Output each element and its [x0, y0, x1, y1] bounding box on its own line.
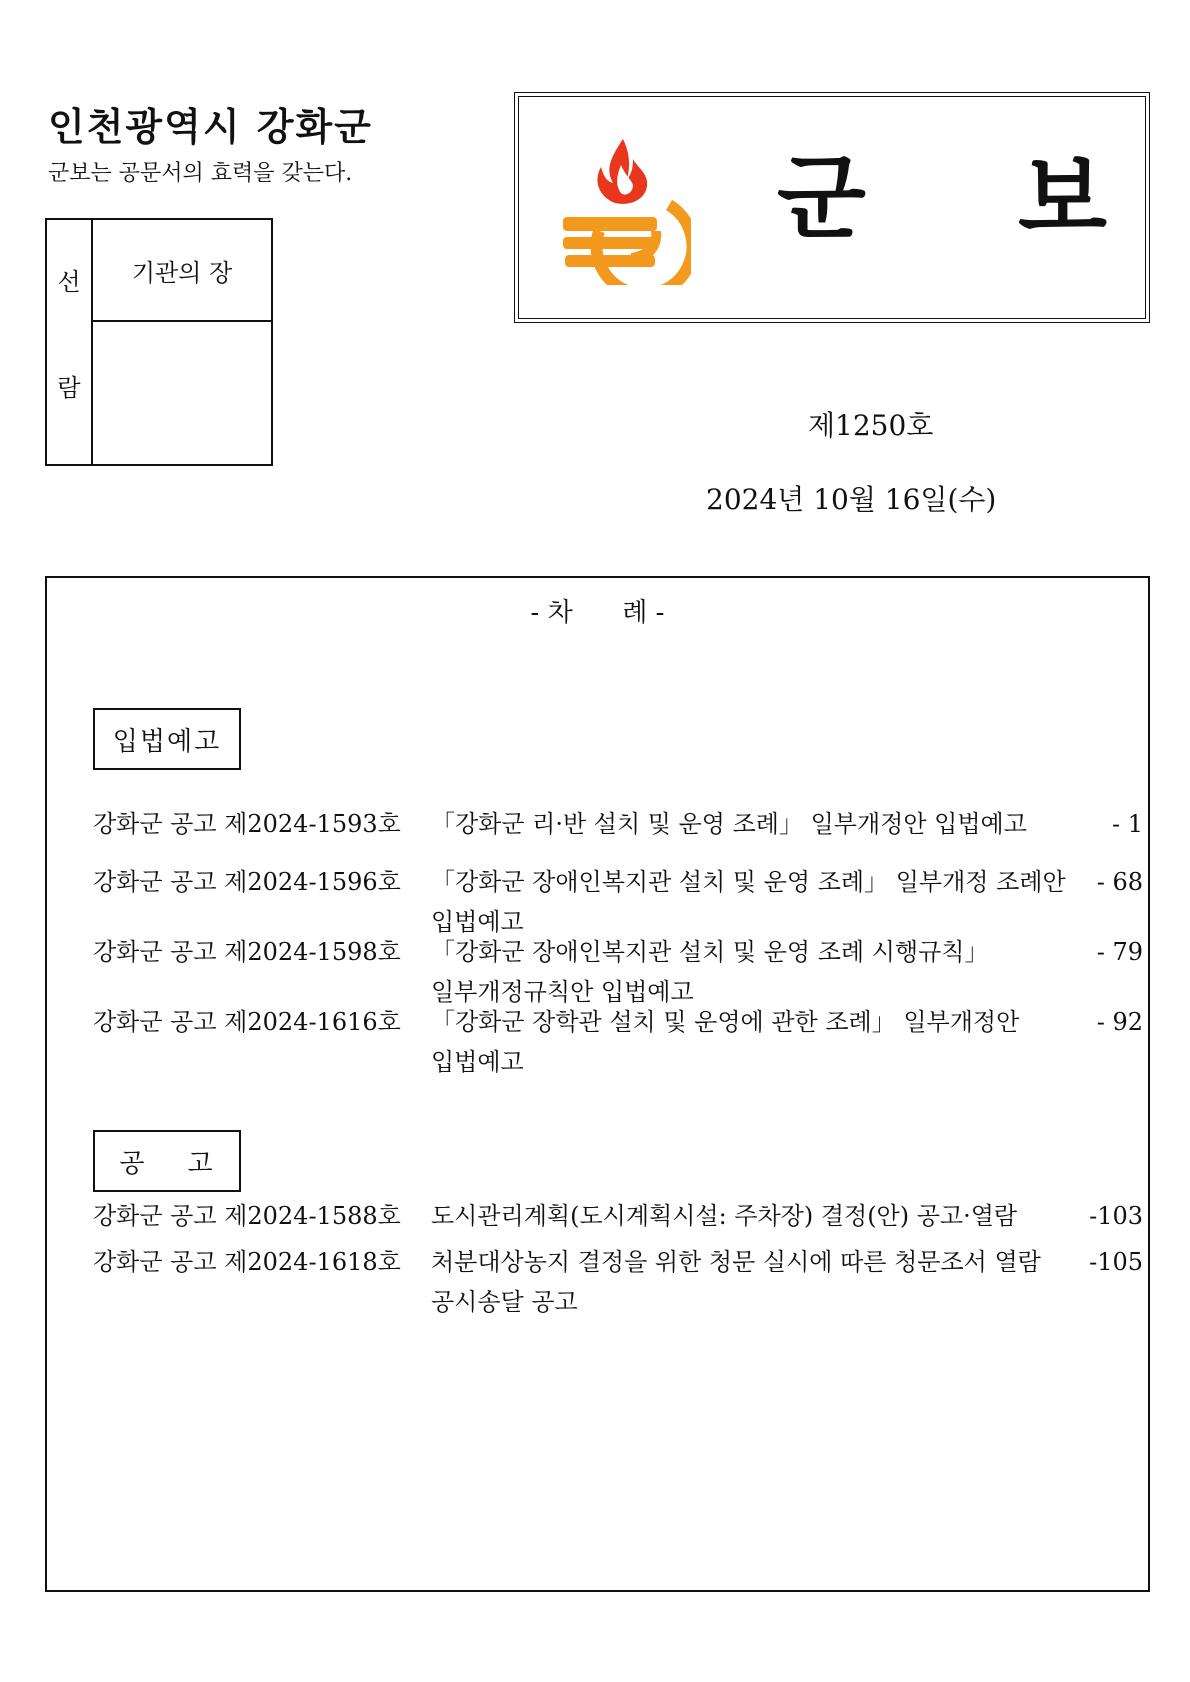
approval-side-char: 람: [57, 374, 81, 402]
section-label-announcement: 공 고: [93, 1130, 241, 1192]
emblem-band: [563, 217, 657, 231]
notice-number: 강화군 공고 제2024-1616호: [93, 1008, 401, 1036]
notice-number: 강화군 공고 제2024-1596호: [93, 868, 401, 896]
masthead: [514, 92, 1150, 323]
bulletin-subtitle: 군보는 공문서의 효력을 갖는다.: [48, 161, 353, 186]
toc-heading: - 차 례 -: [530, 598, 665, 628]
page-number: - 68: [1096, 868, 1143, 896]
notice-title: 「강화군 장학관 설치 및 운영에 관한 조례」 일부개정안 입법예고: [431, 1008, 1020, 1076]
masthead-title: [777, 145, 1107, 252]
approval-header: 기관의 장: [93, 220, 271, 322]
emblem-band: [563, 237, 657, 249]
masthead-title-char: 군: [777, 145, 866, 252]
ganghwa-county-emblem-icon: [559, 135, 691, 285]
notice-number: 강화군 공고 제2024-1618호: [93, 1248, 401, 1276]
notice-number: 강화군 공고 제2024-1598호: [93, 938, 401, 966]
page-number: -103: [1089, 1202, 1143, 1230]
section-label-legislative-notice: 입법예고: [93, 708, 241, 770]
notice-number: 강화군 공고 제2024-1588호: [93, 1202, 401, 1230]
notice-title: 「강화군 장애인복지관 설치 및 운영 조례 시행규칙」 일부개정규칙안 입법예고: [431, 938, 989, 1006]
approval-side-char: 선: [57, 268, 81, 296]
page-number: -105: [1089, 1248, 1143, 1276]
page-number: - 79: [1096, 938, 1143, 966]
notice-title: 도시관리계획(도시계획시설: 주차장) 결정(안) 공고·열람: [431, 1202, 1018, 1230]
table-of-contents: [45, 576, 1150, 1592]
notice-title: 처분대상농지 결정을 위한 청문 실시에 따른 청문조서 열람 공시송달 공고: [431, 1248, 1041, 1316]
approval-side-label: [47, 220, 93, 464]
masthead-title-char: 보: [1018, 145, 1107, 252]
notice-title: 「강화군 리·반 설치 및 운영 조례」 일부개정안 입법예고: [431, 810, 1027, 838]
issue-number: 제1250호: [808, 409, 934, 442]
page-number: - 92: [1096, 1008, 1143, 1036]
page-number: - 1: [1111, 810, 1143, 838]
issue-date: 2024년 10월 16일(수): [706, 483, 997, 516]
org-name: 인천광역시 강화군: [48, 105, 373, 149]
approval-box: [45, 218, 273, 466]
notice-title: 「강화군 장애인복지관 설치 및 운영 조례」 일부개정 조례안 입법예고: [431, 868, 1066, 936]
notice-number: 강화군 공고 제2024-1593호: [93, 810, 401, 838]
